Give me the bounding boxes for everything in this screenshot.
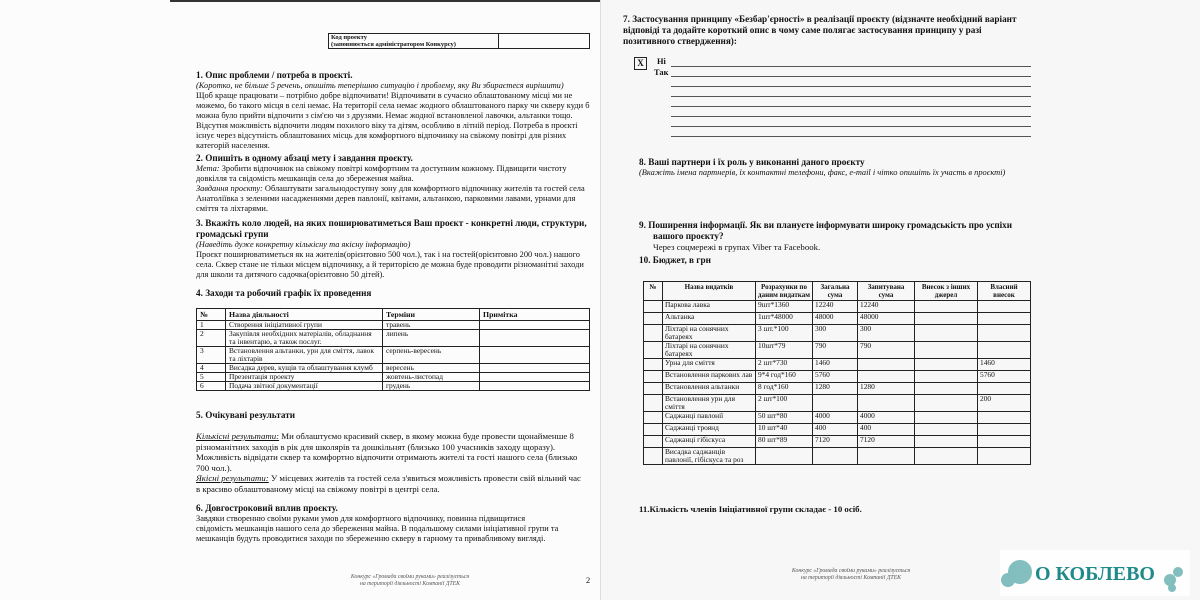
- schedule-cell: 3: [197, 347, 226, 364]
- schedule-cell: [480, 373, 590, 382]
- budget-cell: [915, 412, 978, 424]
- budget-row: [644, 325, 1031, 342]
- section-1: [196, 70, 596, 151]
- schedule-header-activity: Назва діяльності: [226, 309, 383, 321]
- section-11: 11.Кількість членів Ініціативної групи складає - 10 осіб.: [639, 504, 862, 514]
- budget-cell: [915, 383, 978, 395]
- quantitative-label: Кількісні результати:: [196, 431, 280, 441]
- budget-cell: 1280: [858, 383, 915, 395]
- schedule-cell: Подача звітної документації: [226, 382, 383, 391]
- schedule-row: [197, 347, 590, 364]
- budget-row: [644, 395, 1031, 412]
- schedule-cell: 1: [197, 321, 226, 330]
- schedule-cell: Встановлення альтанки, урн для сміття, лавок та ліхтарів: [226, 347, 383, 364]
- budget-cell: 5760: [978, 371, 1031, 383]
- budget-cell: [644, 342, 663, 359]
- section-7: [623, 14, 1043, 47]
- left-footer: Конкурс «Громада своїми руками» реалізується на території діяльності Компанії ДТЕК: [350, 574, 470, 587]
- budget-cell: 2 шт*100: [756, 395, 813, 412]
- budget-cell: [978, 325, 1031, 342]
- budget-cell: [915, 436, 978, 448]
- section-3-hint: (Наведіть дуже конкретну кількісну та якісну інформацію): [196, 240, 411, 249]
- budget-cell: Встановлення урн для сміття: [663, 395, 756, 412]
- schedule-cell: Створення ініціативної групи: [226, 321, 383, 330]
- budget-cell: 1280: [813, 383, 858, 395]
- budget-cell: [858, 371, 915, 383]
- schedule-row: [197, 330, 590, 347]
- quantitative-line-3: Можливість відвідати сквер та комфортно відпочити отримають жителі та гості нашого села (близько: [196, 452, 578, 462]
- option-no-label: Ні: [657, 57, 666, 66]
- section-9-title-1: 9. Поширення інформації. Як ви плануєте інформувати широку громадськість про успіхи: [639, 220, 1013, 230]
- budget-cell: 7120: [858, 436, 915, 448]
- budget-row: [644, 301, 1031, 313]
- budget-cell: [644, 383, 663, 395]
- budget-cell: 400: [858, 424, 915, 436]
- budget-cell: 790: [858, 342, 915, 359]
- budget-cell: [915, 301, 978, 313]
- schedule-table: [196, 308, 590, 391]
- budget-cell: 5760: [813, 371, 858, 383]
- budget-cell: [978, 436, 1031, 448]
- goal-line-1: Зробити відпочинок на свіжому повітрі комфортним та доступним кожному. Підвищити чистоту: [219, 164, 567, 173]
- budget-row: [644, 412, 1031, 424]
- budget-cell: 1460: [813, 359, 858, 371]
- budget-cell: [644, 313, 663, 325]
- schedule-cell: липень: [383, 330, 480, 347]
- budget-header-other: Внесок з інших джерел: [915, 282, 978, 301]
- section-7-title-3: позитивного ствердження):: [623, 36, 737, 46]
- budget-cell: [644, 448, 663, 465]
- budget-cell: Висадка саджанців павлонії, гібіскуса та роз: [663, 448, 756, 465]
- budget-cell: [915, 342, 978, 359]
- budget-cell: Встановлення альтанки: [663, 383, 756, 395]
- budget-cell: 12240: [813, 301, 858, 313]
- section-1-title: 1. Опис проблеми / потреба в проєкті.: [196, 70, 353, 80]
- schedule-cell: Презентація проекту: [226, 373, 383, 382]
- budget-cell: 48000: [858, 313, 915, 325]
- section-2: [196, 153, 596, 214]
- schedule-cell: 5: [197, 373, 226, 382]
- section-1-line-6: категорій населення.: [196, 141, 270, 150]
- budget-cell: 10 шт*40: [756, 424, 813, 436]
- quantitative-line-2: різноманітних заходів в рік для школярів та дошкільнят (близько 100 учасників заходу щоразу).: [196, 441, 556, 452]
- budget-cell: 4000: [858, 412, 915, 424]
- budget-cell: [813, 395, 858, 412]
- schedule-header-terms: Терміни: [383, 309, 480, 321]
- task-label: Завдання проєкту:: [196, 184, 263, 193]
- budget-cell: [644, 424, 663, 436]
- goal-line-2: довкілля та свідомість мешканців села до збереження майна.: [196, 174, 414, 183]
- budget-cell: 3 шт.*100: [756, 325, 813, 342]
- budget-cell: 9шт*1360: [756, 301, 813, 313]
- budget-cell: [915, 424, 978, 436]
- qualitative-line-1: У місцевих жителів та гостей села з'явиться можливість провести свій вільний час: [268, 473, 581, 483]
- budget-header-calc: Розрахунки по даним видаткам: [756, 282, 813, 301]
- budget-cell: [644, 301, 663, 313]
- budget-row: [644, 436, 1031, 448]
- budget-cell: Саджанці гібіскуса: [663, 436, 756, 448]
- project-code-box: [328, 33, 590, 49]
- budget-cell: [644, 436, 663, 448]
- budget-row: [644, 371, 1031, 383]
- budget-cell: [915, 371, 978, 383]
- schedule-cell: вересень: [383, 364, 480, 373]
- budget-cell: [858, 395, 915, 412]
- schedule-cell: [480, 364, 590, 373]
- section-9-answer: Через соцмережі в групах Viber та Facebook.: [653, 242, 821, 252]
- section-3-title-2: громадські групи: [196, 229, 269, 239]
- schedule-row: [197, 382, 590, 391]
- project-code-value: [499, 34, 590, 49]
- schedule-cell: жовтень-листопад: [383, 373, 480, 382]
- right-page: [600, 0, 1200, 600]
- budget-cell: 400: [813, 424, 858, 436]
- schedule-header-num: №: [197, 309, 226, 321]
- budget-cell: [915, 395, 978, 412]
- budget-cell: [644, 412, 663, 424]
- quantitative-text: [196, 442, 596, 474]
- section-8-hint: (Вкажіть імена партнерів, їх контактні телефони, факс, e-mail і чітко опишіть їх участь в проєкті): [639, 168, 1006, 177]
- schedule-cell: 6: [197, 382, 226, 391]
- task-line-1: Облаштувати загальнодоступну зону для комфортного відпочинку жителів та гостей села: [262, 184, 585, 193]
- budget-row: [644, 448, 1031, 465]
- budget-cell: [915, 359, 978, 371]
- section-3: [196, 218, 596, 280]
- budget-cell: [978, 383, 1031, 395]
- budget-header-name: Назва видатків: [663, 282, 756, 301]
- budget-header-total: Загальна сума: [813, 282, 858, 301]
- section-1-line-2: можемо, бо такого місця в селі немає. На території села немає жодного облаштованого парку чи скверу куди б: [196, 101, 590, 110]
- budget-cell: 1шт*48000: [756, 313, 813, 325]
- budget-cell: 50 шт*80: [756, 412, 813, 424]
- budget-cell: Ліхтарі на сонячних батареях: [663, 325, 756, 342]
- budget-cell: [978, 412, 1031, 424]
- section-3-line-1: Проєкт поширюватиметься як на жителів(орієнтовно 500 чол.), так і на гостей(орієнтовно 200 чол.) нашого: [196, 250, 580, 259]
- schedule-cell: 4: [197, 364, 226, 373]
- section-1-line-5: існує через відсутність облаштованих місць для комфортного відпочинку на свіжому повітрі для різних: [196, 131, 567, 140]
- budget-header-own: Власний внесок: [978, 282, 1031, 301]
- schedule-cell: [480, 347, 590, 364]
- budget-cell: 48000: [813, 313, 858, 325]
- koblevo-logo: [1000, 550, 1190, 596]
- budget-cell: [756, 448, 813, 465]
- section-4-title: 4. Заходи та робочий графік їх проведення: [196, 288, 372, 298]
- budget-header-requested: Запитувана сума: [858, 282, 915, 301]
- quantitative-line-1: Ми облаштуємо красивий сквер, в якому можна буде провести щонайменше 8: [279, 431, 574, 441]
- budget-row: [644, 424, 1031, 436]
- schedule-cell: грудень: [383, 382, 480, 391]
- section-3-line-2: села. Сквер стане не тільки місцем відпочинку, а й територією де можна буде проводити різноманітні заходи: [196, 260, 584, 269]
- schedule-cell: серпень-вересень: [383, 347, 480, 364]
- budget-row: [644, 342, 1031, 359]
- budget-cell: Саджанці троянд: [663, 424, 756, 436]
- quantitative-line-4: 700 чол.).: [196, 462, 232, 473]
- budget-row: [644, 313, 1031, 325]
- logo-text: О КОБЛЕВО: [1035, 563, 1155, 585]
- budget-cell: [644, 395, 663, 412]
- section-1-line-3: можна було прийти відпочити з сім'єю чи з друзями. Немає жодної встановленої лавочки, альтанки тощо.: [196, 111, 573, 120]
- budget-cell: Альтанка: [663, 313, 756, 325]
- right-footer: Конкурс «Громада своїми руками» реалізується на території діяльності Компанії ДТЕК: [791, 568, 911, 581]
- schedule-cell: [480, 382, 590, 391]
- section-1-line-4: Відсутня можливість відпочити людям похилого віку та дітям, особливо в літній період. Потреба в проєкті: [196, 121, 578, 130]
- task-line-2: Анатоліївка з зеленими насадженнями дерев павлонії, квітами, альтанкою, парковими лавами, урнами для: [196, 194, 576, 203]
- budget-cell: 200: [978, 395, 1031, 412]
- section-6-line-3: мешканців будуть проводитися заходи по збереженню скверу в гарному та привабливому вигляді.: [196, 534, 546, 543]
- budget-cell: [858, 359, 915, 371]
- budget-cell: [978, 301, 1031, 313]
- budget-cell: [644, 325, 663, 342]
- budget-cell: Саджанці павлонії: [663, 412, 756, 424]
- budget-cell: 4000: [813, 412, 858, 424]
- qualitative-line-2: в красиво облаштованому місці на свіжому повітрі в центрі села.: [196, 483, 440, 494]
- section-3-title-1: 3. Вкажіть коло людей, на яких поширюватиметься Ваш проєкт - конкретні люди, структури,: [196, 218, 587, 228]
- section-1-text: [196, 91, 596, 151]
- task-line-3: сміття та ліхтарями.: [196, 204, 268, 213]
- no-checkbox[interactable]: X: [634, 57, 647, 70]
- budget-cell: 12240: [858, 301, 915, 313]
- section-6-line-1: Завдяки створенню своїми руками умов для комфортного відпочинку, повинна підвищитися: [196, 514, 526, 523]
- section-8-title: 8. Ваші партнери і їх роль у виконанні даного проєкту: [639, 157, 865, 167]
- schedule-cell: Висадка дерев, кущів та облаштування клумб: [226, 364, 383, 373]
- budget-cell: Встановлення паркових лав: [663, 371, 756, 383]
- budget-cell: 7120: [813, 436, 858, 448]
- section-9: [639, 220, 1059, 252]
- budget-cell: [978, 313, 1031, 325]
- section-10-title: 10. Бюджет, в грн: [639, 255, 711, 265]
- budget-cell: 8 год*160: [756, 383, 813, 395]
- qualitative-label: Якісні результати:: [196, 473, 269, 483]
- budget-cell: 300: [813, 325, 858, 342]
- budget-cell: 790: [813, 342, 858, 359]
- schedule-cell: 2: [197, 330, 226, 347]
- schedule-cell: травень: [383, 321, 480, 330]
- section-6-text: [196, 514, 596, 544]
- section-2-title: 2. Опишіть в одному абзаці мету і завдання проєкту.: [196, 153, 413, 163]
- section-5-title: 5. Очікувані результати: [196, 410, 296, 420]
- budget-cell: [813, 448, 858, 465]
- budget-cell: 9*4 год*160: [756, 371, 813, 383]
- budget-table: [643, 281, 1031, 465]
- section-1-hint: (Коротко, не більше 5 речень, опишіть теперішню ситуацію і проблему, яку Ви збираєтеся вирішити): [196, 81, 564, 90]
- section-6-title: 6. Довгостроковий вплив проєкту.: [196, 503, 338, 513]
- schedule-cell: [480, 321, 590, 330]
- schedule-cell: Закупівля необхідних матеріалів, обладнання та інвентарю, а також послуг.: [226, 330, 383, 347]
- budget-cell: 80 шт*89: [756, 436, 813, 448]
- section-9-title-2: вашого проєкту?: [653, 231, 724, 241]
- section-3-line-3: для школи та дитячого садочка(орієнтовно 50 дітей).: [196, 270, 385, 279]
- budget-cell: 300: [858, 325, 915, 342]
- budget-cell: 2 шт*730: [756, 359, 813, 371]
- budget-cell: 10шт*79: [756, 342, 813, 359]
- top-border: [170, 0, 600, 2]
- section-6-line-2: свідомість мешканців нашого села до збереження майна. В подальшому силами ініціативної групи та: [196, 524, 559, 533]
- section-5: [196, 410, 596, 494]
- budget-cell: Ліхтарі на сонячних батареях: [663, 342, 756, 359]
- page-number: 2: [586, 576, 591, 585]
- schedule-cell: [480, 330, 590, 347]
- section-7-title-2: відповіді та додайте короткий опис в чому саме полягає застосування принципу у разі: [623, 25, 982, 35]
- budget-row: [644, 359, 1031, 371]
- budget-cell: Паркова лавка: [663, 301, 756, 313]
- budget-cell: [644, 371, 663, 383]
- project-code-label: Код проекту (заповнюється адміністратором Конкурсу): [329, 34, 499, 49]
- budget-row: [644, 383, 1031, 395]
- goal-label: Мета:: [196, 164, 220, 173]
- budget-header-num: №: [644, 282, 663, 301]
- answer-lines: [671, 66, 1031, 146]
- section-7-title-1: 7. Застосування принципу «Безбар'єрності» в реалізації проєкту (відзначте необхідний варіант: [623, 14, 1017, 24]
- budget-cell: [978, 342, 1031, 359]
- budget-cell: [978, 424, 1031, 436]
- schedule-header-notes: Примітка: [480, 309, 590, 321]
- budget-cell: 1460: [978, 359, 1031, 371]
- budget-cell: [644, 359, 663, 371]
- section-1-line-1: Щоб краще працювати – потрібно добре відпочивати! Відпочивати в сучасно облаштованому місці ми не: [196, 91, 573, 100]
- section-3-text: [196, 250, 596, 280]
- section-6: [196, 503, 596, 544]
- budget-cell: [858, 448, 915, 465]
- budget-cell: [978, 448, 1031, 465]
- budget-cell: Урна для сміття: [663, 359, 756, 371]
- budget-cell: [915, 325, 978, 342]
- budget-cell: [915, 313, 978, 325]
- section-8: [639, 157, 1059, 178]
- budget-cell: [915, 448, 978, 465]
- option-yes-label: Так: [654, 68, 669, 77]
